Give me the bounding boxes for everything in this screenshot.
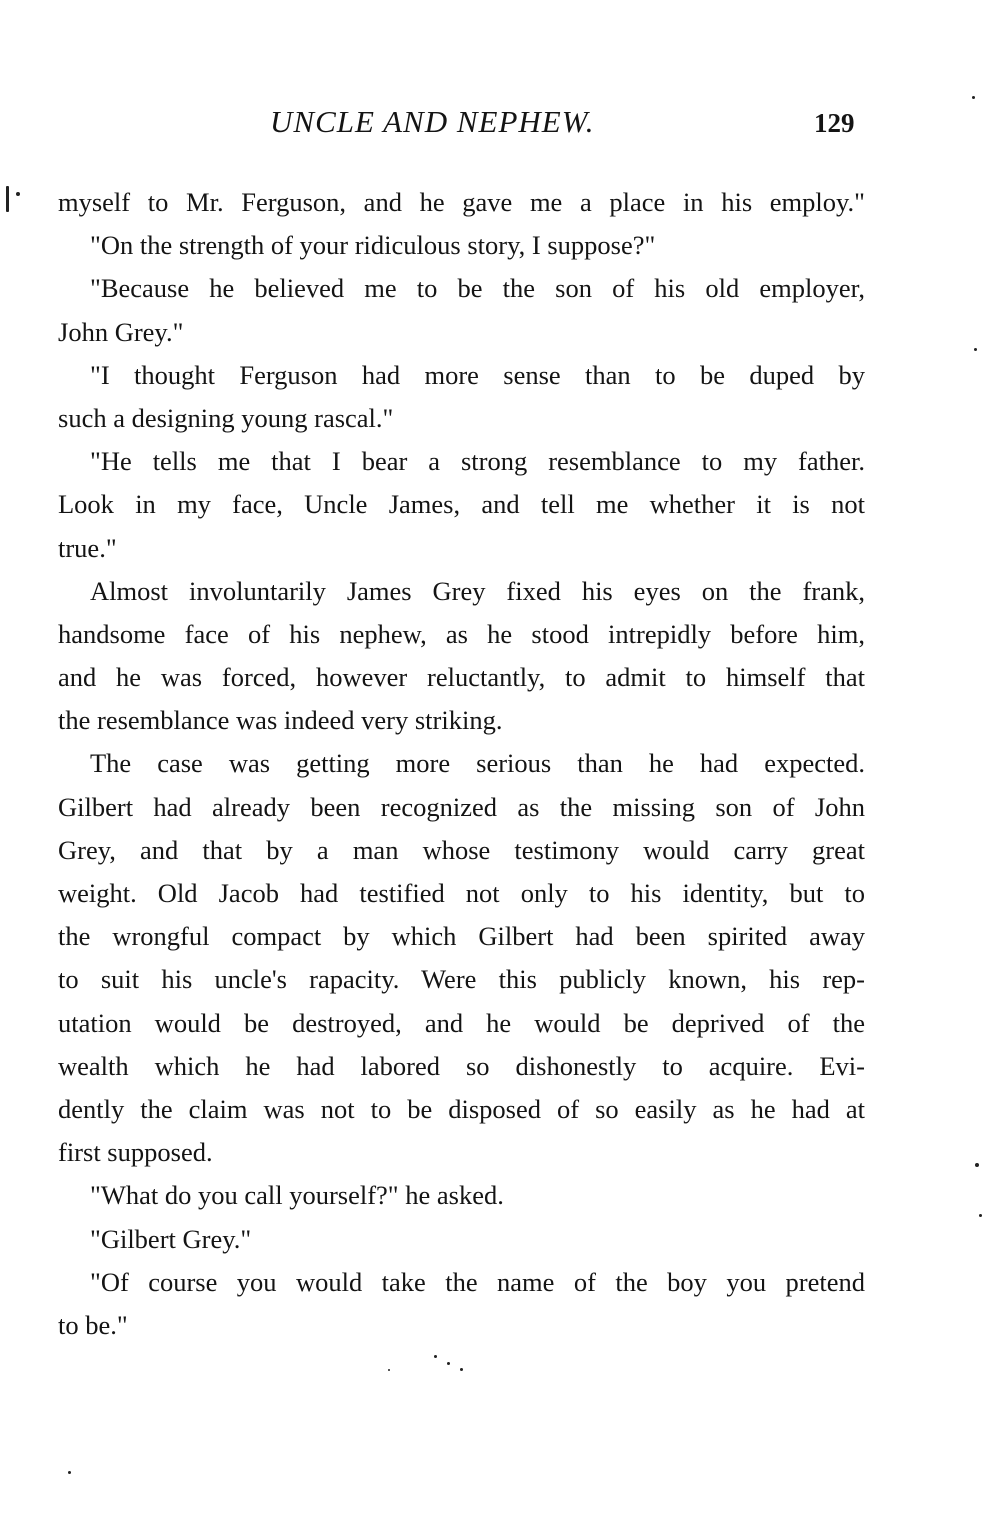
text-line-6: such a designing young rascal." — [58, 402, 394, 433]
text-line-11: handsome face of his nephew, as he stood intrepidly before him, — [58, 618, 865, 649]
page-number: 129 — [814, 108, 855, 138]
body-text — [58, 181, 865, 1347]
text-line-8: Look in my face, Uncle James, and tell me whether it is not — [58, 489, 865, 520]
text-line-25: "Gilbert Grey." — [90, 1223, 252, 1254]
print-speck — [68, 1471, 71, 1474]
print-speck — [447, 1362, 450, 1365]
text-line-18: the wrongful compact by which Gilbert had been spirited away — [58, 921, 865, 952]
text-line-5: "I thought Ferguson had more sense than to be duped by — [90, 359, 865, 390]
text-line-14: The case was getting more serious than he had expected. — [90, 748, 865, 779]
print-speck — [388, 1369, 390, 1371]
print-speck — [6, 186, 9, 212]
text-line-15: Gilbert had already been recognized as the missing son of John — [58, 791, 865, 822]
text-line-19: to suit his uncle's rapacity. Were this publicly known, his rep- — [58, 964, 865, 995]
text-line-2: "On the strength of your ridiculous story, I suppose?" — [90, 230, 656, 261]
text-line-13: the resemblance was indeed very striking. — [58, 705, 503, 736]
text-line-9: true." — [58, 532, 117, 563]
text-line-26: "Of course you would take the name of the boy you pretend — [90, 1266, 865, 1297]
text-line-17: weight. Old Jacob had testified not only to his identity, but to — [58, 878, 865, 908]
text-line-22: dently the claim was not to be disposed of so easily as he had at — [58, 1093, 865, 1124]
text-line-23: first supposed. — [58, 1137, 213, 1168]
text-line-20: utation would be destroyed, and he would be deprived of the — [58, 1007, 865, 1038]
print-speck — [16, 192, 20, 196]
text-line-7: "He tells me that I bear a strong resemblance to my father. — [90, 446, 865, 477]
text-line-4: John Grey." — [58, 316, 184, 347]
text-line-16: Grey, and that by a man whose testimony would carry great — [58, 834, 865, 865]
text-line-3: "Because he believed me to be the son of his old employer, — [90, 273, 865, 304]
print-speck — [974, 348, 977, 351]
text-line-24: "What do you call yourself?" he asked. — [90, 1180, 504, 1211]
text-line-12: and he was forced, however reluctantly, to admit to himself that — [58, 662, 865, 693]
text-line-27: to be." — [58, 1309, 128, 1340]
print-speck — [975, 1163, 979, 1167]
text-line-1: myself to Mr. Ferguson, and he gave me a place in his employ." — [58, 187, 865, 217]
running-head — [0, 104, 988, 144]
text-line-21: wealth which he had labored so dishonestly to acquire. Evi- — [58, 1050, 865, 1081]
print-speck — [979, 1214, 982, 1217]
print-speck — [972, 96, 975, 99]
print-speck — [460, 1368, 463, 1371]
running-title: UNCLE AND NEPHEW. — [270, 104, 595, 139]
text-line-10: Almost involuntarily James Grey fixed his eyes on the frank, — [90, 575, 865, 606]
print-speck — [434, 1355, 437, 1358]
